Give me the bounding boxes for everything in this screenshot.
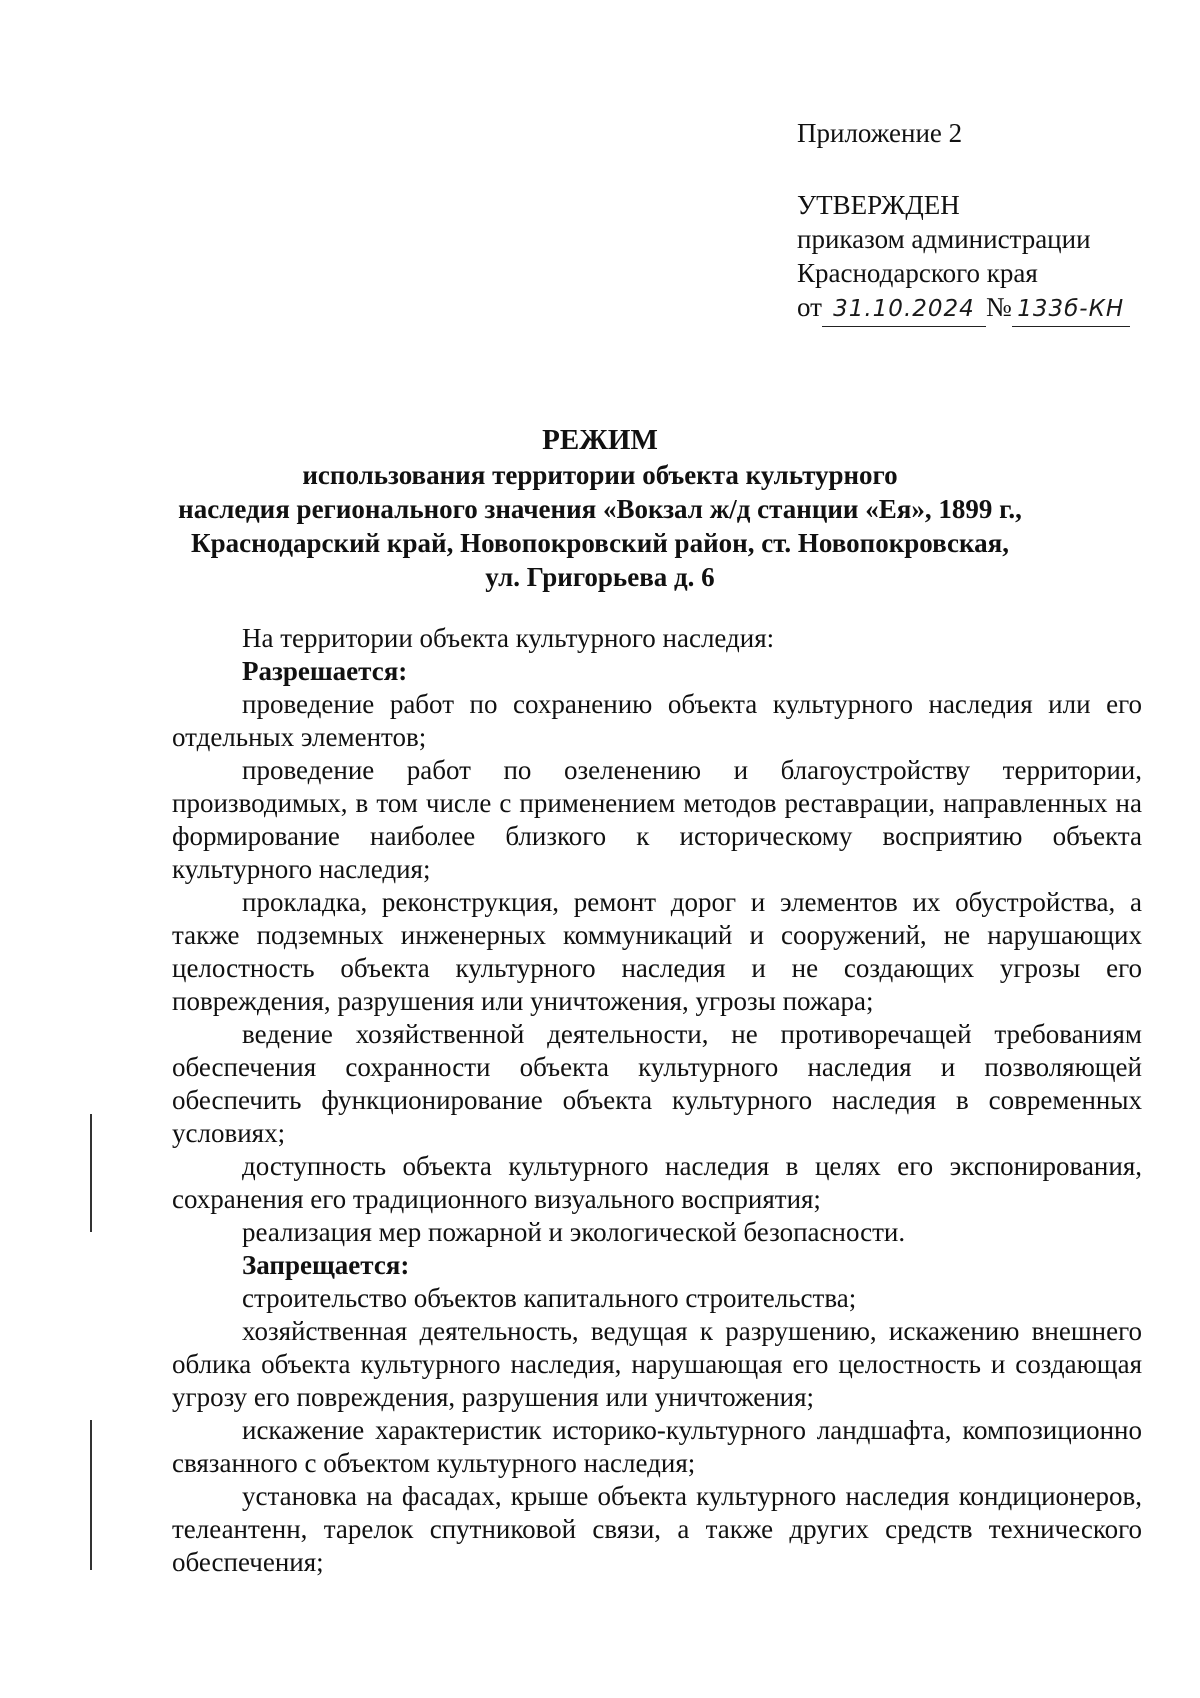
intro-paragraph: На территории объекта культурного наследия: bbox=[242, 623, 775, 653]
allowed-item: доступность объекта культурного наследия в целях его экспонирования, сохранения его традиционного визуального восприятия; bbox=[172, 1151, 1142, 1214]
allowed-item: проведение работ по сохранению объекта культурного наследия или его отдельных элементов; bbox=[172, 689, 1142, 752]
number-prefix: № bbox=[985, 292, 1012, 322]
title-main: РЕЖИМ bbox=[542, 424, 658, 456]
title-line-1: использования территории объекта культурного bbox=[302, 460, 898, 490]
allowed-item: реализация мер пожарной и экологической безопасности. bbox=[242, 1217, 906, 1247]
approved-label: УТВЕРЖДЕН bbox=[797, 190, 960, 220]
forbidden-heading: Запрещается: bbox=[242, 1250, 410, 1280]
forbidden-item: хозяйственная деятельность, ведущая к разрушению, искажению внешнего облика объекта культурного наследия, нарушающая его целостность и создающая угрозу его повреждения, разрушения или уничтожения; bbox=[172, 1316, 1142, 1412]
allowed-heading: Разрешается: bbox=[242, 656, 408, 686]
margin-revision-mark bbox=[90, 1420, 92, 1570]
handwritten-date: 31.10.2024 bbox=[822, 292, 986, 327]
document-body bbox=[172, 622, 1142, 1579]
forbidden-item: искажение характеристик историко-культурного ландшафта, композиционно связанного с объектом культурного наследия; bbox=[172, 1415, 1142, 1478]
approval-block bbox=[797, 188, 1091, 290]
title-block bbox=[0, 422, 1200, 594]
margin-revision-mark bbox=[90, 1114, 92, 1232]
order-date-number bbox=[797, 290, 1130, 327]
title-line-2: наследия регионального значения «Вокзал ж/д станции «Ея», 1899 г., bbox=[178, 494, 1022, 524]
title-line-4: ул. Григорьева д. 6 bbox=[485, 562, 715, 592]
allowed-item: прокладка, реконструкция, ремонт дорог и элементов их обустройства, а также подземных инженерных коммуникаций и сооружений, не нарушающих целостность объекта культурного наследия и не создающих угрозы его повреждения, разрушения или уничтожения, угрозы пожара; bbox=[172, 887, 1142, 1016]
allowed-item: проведение работ по озеленению и благоустройству территории, производимых, в том числе с применением методов реставрации, направленных на формирование наиболее близкого к историческому восприятию объекта культурного наследия; bbox=[172, 755, 1142, 884]
allowed-item: ведение хозяйственной деятельности, не противоречащей требованиям обеспечения сохранности объекта культурного наследия и позволяющей обеспечить функционирование объекта культурного наследия в современных условиях; bbox=[172, 1019, 1142, 1148]
forbidden-item: строительство объектов капитального строительства; bbox=[242, 1283, 857, 1313]
date-prefix: от bbox=[797, 292, 822, 322]
approved-by-line-1: приказом администрации bbox=[797, 224, 1091, 254]
handwritten-number: 133б-КН bbox=[1012, 292, 1130, 327]
forbidden-item: установка на фасадах, крыше объекта культурного наследия кондиционеров, телеантенн, тарелок спутниковой связи, а также других средств технического обеспечения; bbox=[172, 1481, 1142, 1577]
document-title bbox=[0, 422, 1200, 594]
approved-by-line-2: Краснодарского края bbox=[797, 258, 1038, 288]
title-line-3: Краснодарский край, Новопокровский район, ст. Новопокровская, bbox=[191, 528, 1009, 558]
appendix-label: Приложение 2 bbox=[797, 118, 963, 148]
